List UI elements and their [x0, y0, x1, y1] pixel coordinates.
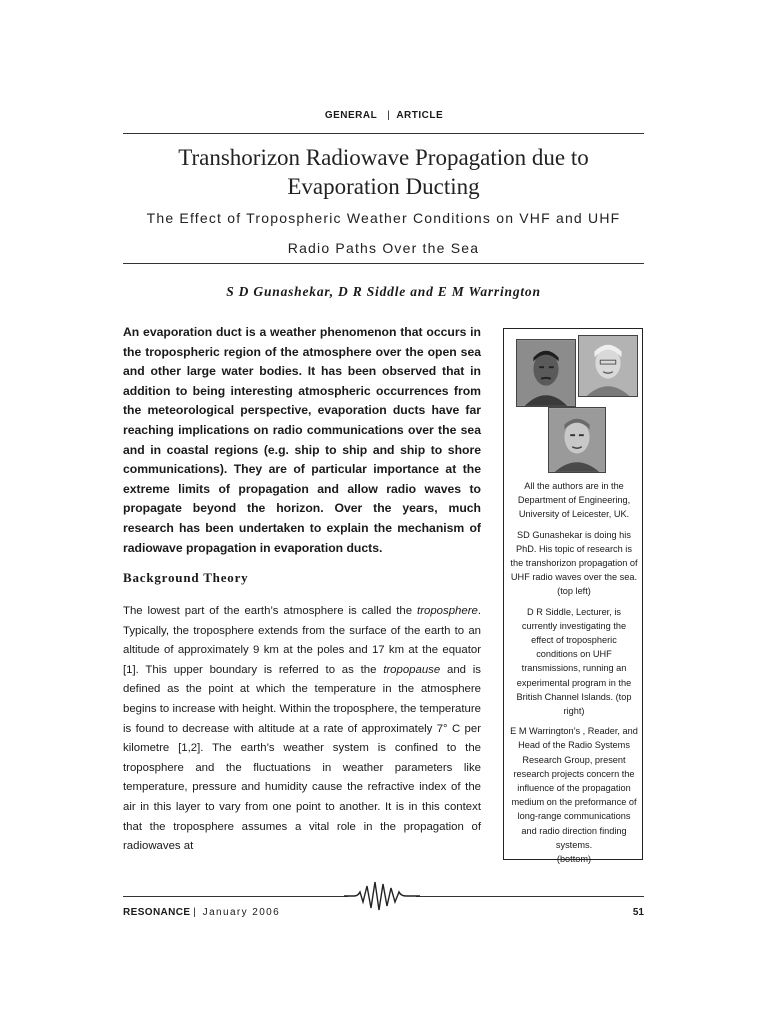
body-paragraph	[123, 602, 481, 857]
header-section: GENERAL	[324, 110, 378, 121]
header-separator: |	[387, 110, 391, 121]
footer-journal	[123, 907, 280, 918]
body-part-1: The lowest part of the earth’s atmosphere is called the	[123, 605, 418, 617]
footer-rule-left	[123, 896, 348, 897]
page-number: 51	[632, 907, 644, 918]
section-heading: Background Theory	[123, 570, 249, 585]
author-photo-top-left	[516, 339, 576, 407]
author-sidebar	[503, 328, 643, 865]
bio-siddle: D R Siddle, Lecturer, is currently investigating the effect of tropospheric conditions on UHF transmissions, running an experimental program in the British Channel Islands. (top right)	[516, 606, 632, 717]
bio-warrington	[510, 724, 638, 866]
bio-warrington-position: (bottom)	[556, 854, 592, 865]
term-tropopause: tropopause	[383, 663, 441, 676]
header-type: ARTICLE	[396, 110, 444, 121]
author-line: S D Gunashekar, D R Siddle and E M Warrington	[226, 284, 541, 299]
author-photo-top-right	[578, 335, 638, 397]
waveform-logo-icon	[344, 878, 420, 914]
issue-date: January 2006	[202, 907, 281, 918]
journal-name: RESONANCE	[123, 907, 191, 918]
author-bios	[510, 479, 638, 872]
subtitle-rule	[123, 263, 644, 264]
bio-warrington-text: E M Warrington’s , Reader, and Head of the Radio Systems Research Group, present research projects concern the influence of the propagation medium on the preformance of long-range communications and radio direction finding systems.	[510, 726, 638, 850]
author-photo-bottom	[548, 407, 606, 473]
abstract-paragraph: An evaporation duct is a weather phenomenon that occurs in the tropospheric region of the atmosphere over the open sea and other large water bodies. It has been observed that in addition to being interesting atmospheric occurrences from the meteorological perspective, evaporation ducts have far reaching implications on radio communications over the sea and in coastal regions (e.g. ship to ship and ship to shore communications). They are of particular importance at the extreme limits of propagation and allow radio waves to propagate beyond the horizon. Over the years, much research has been undertaken to explain the mechanism of radiowave propagation in evaporation ducts.	[123, 325, 481, 555]
footer-separator: |	[193, 907, 196, 918]
term-troposphere: troposphere	[417, 605, 478, 617]
body-part-3: and is defined as the point at which the temperature in the atmosphere begins to increase with height. Within the troposphere, the temperature is found to decrease with altitude at a rate of approximately 7° C per kilometre [1,2]. The earth’s weather system is confined to the troposphere and the fluctuations in weather parameters like temperature, pressure and humidity cause the refractive index of the air in this layer to vary from one point to another. It is in this context that the troposphere assumes a vital role in the propagation of radiowaves at	[123, 663, 481, 853]
article-subtitle: The Effect of Tropospheric Weather Conditions on VHF and UHF Radio Paths Over the Sea	[146, 210, 621, 256]
bio-gunashekar: SD Gunashekar is doing his PhD. His topic of research is the transhorizon propagation of UHF radio waves over the sea. (top left)	[510, 529, 638, 597]
footer-rule-right	[416, 896, 644, 897]
top-rule	[123, 133, 644, 134]
bio-intro: All the authors are in the Department of Engineering, University of Leicester, UK.	[517, 481, 631, 520]
body-part-2: . Typically, the troposphere extends from the surface of the earth to an altitude of approximately 9 km at the poles and 17 km at the equator [1]. This upper boundary is referred to as the	[123, 605, 481, 676]
article-title: Transhorizon Radiowave Propagation due to Evaporation Ducting	[178, 145, 589, 199]
section-header	[0, 110, 768, 121]
